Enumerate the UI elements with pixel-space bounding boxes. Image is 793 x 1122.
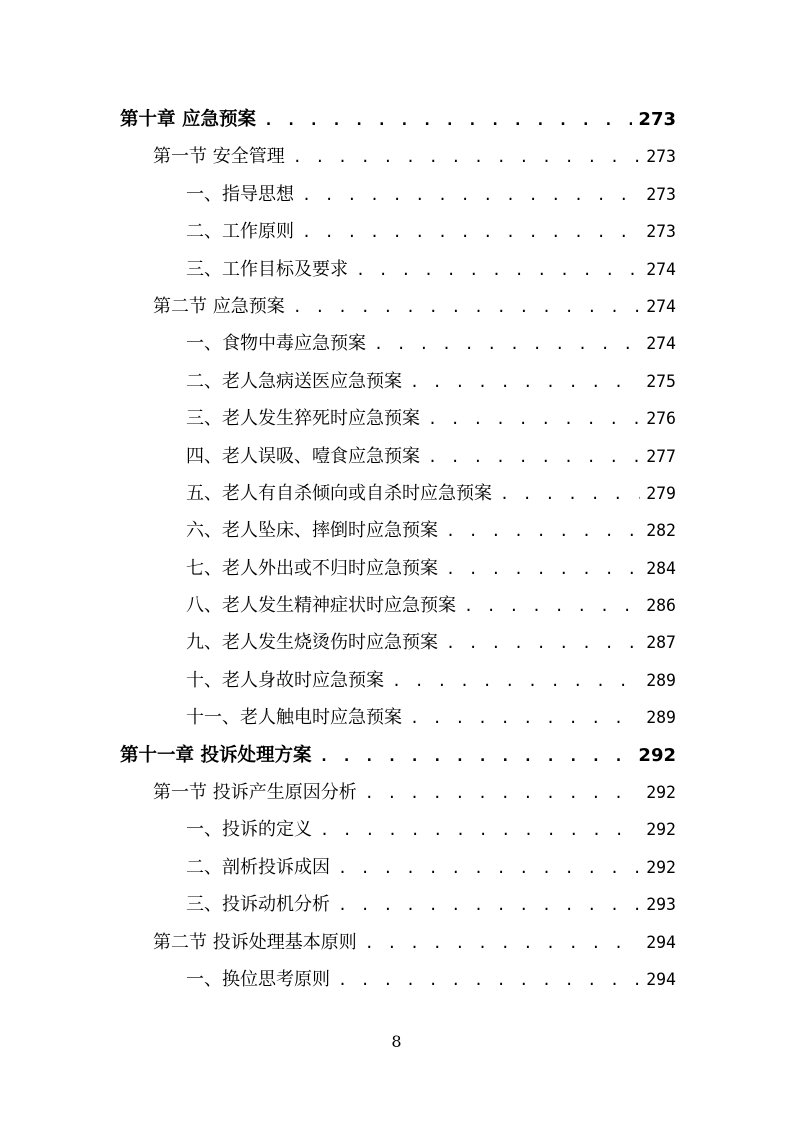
toc-subsection-entry[interactable] <box>120 438 676 475</box>
toc-entry-page: 292 <box>646 783 676 803</box>
toc-dot-leader <box>302 177 640 213</box>
toc-entry-page: 274 <box>646 259 676 279</box>
page-number: 8 <box>391 1032 402 1051</box>
toc-dot-leader <box>374 326 640 362</box>
toc-entry-page: 292 <box>646 857 676 877</box>
toc-dot-leader <box>446 551 640 587</box>
toc-subsection-entry[interactable] <box>120 587 676 624</box>
toc-entry-page: 289 <box>646 708 676 728</box>
toc-entry-page: 294 <box>646 932 676 952</box>
toc-chapter-entry[interactable] <box>120 101 676 138</box>
toc-dot-leader <box>500 476 640 512</box>
toc-entry-page: 287 <box>646 633 676 653</box>
toc-entry-page: 273 <box>646 222 676 242</box>
toc-entry-page: 275 <box>646 371 676 391</box>
toc-entry-title: 第十一章 投诉处理方案 <box>120 744 312 766</box>
toc-subsection-entry[interactable] <box>120 512 676 549</box>
toc-entry-title: 八、老人发生精神症状时应急预案 <box>186 595 456 617</box>
toc-dot-leader <box>410 700 640 736</box>
toc-entry-title: 四、老人误吸、噎食应急预案 <box>186 445 420 467</box>
toc-entry-page: 286 <box>646 596 676 616</box>
toc-entry-title: 第二节 应急预案 <box>153 295 285 317</box>
toc-entry-page: 274 <box>646 296 676 316</box>
toc-entry-page: 276 <box>646 409 676 429</box>
toc-entry-page: 294 <box>646 969 676 989</box>
toc-entry-title: 三、投诉动机分析 <box>186 894 330 916</box>
toc-entry-title: 六、老人坠床、摔倒时应急预案 <box>186 520 438 542</box>
toc-entry-page: 279 <box>646 483 676 503</box>
toc-dot-leader <box>365 925 640 961</box>
toc-entry-title: 五、老人有自杀倾向或自杀时应急预案 <box>186 482 492 504</box>
toc-dot-leader <box>319 738 632 774</box>
toc-entry-title: 第一节 安全管理 <box>153 146 285 168</box>
toc-subsection-entry[interactable] <box>120 363 676 400</box>
toc-section-entry[interactable] <box>120 288 676 325</box>
toc-subsection-entry[interactable] <box>120 886 676 923</box>
toc-entry-title: 第十章 应急预案 <box>120 109 256 130</box>
toc-dot-leader <box>293 289 640 325</box>
toc-dot-leader <box>356 252 640 288</box>
toc-subsection-entry[interactable] <box>120 961 676 998</box>
toc-subsection-entry[interactable] <box>120 213 676 250</box>
toc-entry-page: 273 <box>646 147 676 167</box>
toc-subsection-entry[interactable] <box>120 849 676 886</box>
toc-entry-page: 277 <box>646 446 676 466</box>
toc-entry-title: 二、工作原则 <box>186 221 294 243</box>
toc-subsection-entry[interactable] <box>120 624 676 661</box>
toc-dot-leader <box>293 139 640 175</box>
toc-entry-page: 284 <box>646 558 676 578</box>
toc-entry-title: 一、投诉的定义 <box>186 819 312 841</box>
toc-subsection-entry[interactable] <box>120 176 676 213</box>
toc-entry-page: 282 <box>646 521 676 541</box>
table-of-contents <box>120 101 676 998</box>
toc-subsection-entry[interactable] <box>120 251 676 288</box>
toc-dot-leader <box>464 588 640 624</box>
toc-entry-title: 九、老人发生烧烫伤时应急预案 <box>186 632 438 654</box>
toc-entry-title: 三、老人发生猝死时应急预案 <box>186 408 420 430</box>
toc-entry-title: 十一、老人触电时应急预案 <box>186 707 402 729</box>
toc-entry-title: 第一节 投诉产生原因分析 <box>153 782 357 804</box>
toc-dot-leader <box>338 962 640 998</box>
toc-subsection-entry[interactable] <box>120 662 676 699</box>
toc-entry-title: 三、工作目标及要求 <box>186 258 348 280</box>
toc-dot-leader <box>428 401 640 437</box>
toc-entry-page: 273 <box>646 184 676 204</box>
toc-entry-title: 二、剖析投诉成因 <box>186 856 330 878</box>
toc-dot-leader <box>446 625 640 661</box>
toc-entry-page: 292 <box>638 744 676 766</box>
toc-section-entry[interactable] <box>120 924 676 961</box>
toc-entry-title: 第二节 投诉处理基本原则 <box>153 931 357 953</box>
toc-entry-page: 274 <box>646 334 676 354</box>
toc-entry-title: 一、食物中毒应急预案 <box>186 333 366 355</box>
toc-dot-leader <box>365 775 640 811</box>
toc-entry-page: 289 <box>646 670 676 690</box>
toc-entry-title: 十、老人身故时应急预案 <box>186 669 384 691</box>
toc-subsection-entry[interactable] <box>120 550 676 587</box>
toc-entry-page: 293 <box>646 895 676 915</box>
toc-dot-leader <box>392 663 640 699</box>
toc-entry-page: 273 <box>638 109 676 130</box>
toc-dot-leader <box>338 850 640 886</box>
toc-subsection-entry[interactable] <box>120 699 676 736</box>
toc-dot-leader <box>320 812 640 848</box>
toc-dot-leader <box>302 214 640 250</box>
toc-subsection-entry[interactable] <box>120 400 676 437</box>
toc-subsection-entry[interactable] <box>120 325 676 362</box>
toc-subsection-entry[interactable] <box>120 475 676 512</box>
toc-entry-title: 二、老人急病送医应急预案 <box>186 370 402 392</box>
toc-entry-title: 一、指导思想 <box>186 183 294 205</box>
toc-entry-page: 292 <box>646 820 676 840</box>
toc-entry-title: 一、换位思考原则 <box>186 968 330 990</box>
toc-dot-leader <box>428 439 640 475</box>
toc-section-entry[interactable] <box>120 138 676 175</box>
toc-chapter-entry[interactable] <box>120 737 676 774</box>
toc-dot-leader <box>338 887 640 923</box>
toc-subsection-entry[interactable] <box>120 811 676 848</box>
toc-dot-leader <box>410 364 640 400</box>
toc-entry-title: 七、老人外出或不归时应急预案 <box>186 557 438 579</box>
toc-dot-leader <box>446 513 640 549</box>
toc-dot-leader <box>264 102 632 138</box>
toc-section-entry[interactable] <box>120 774 676 811</box>
